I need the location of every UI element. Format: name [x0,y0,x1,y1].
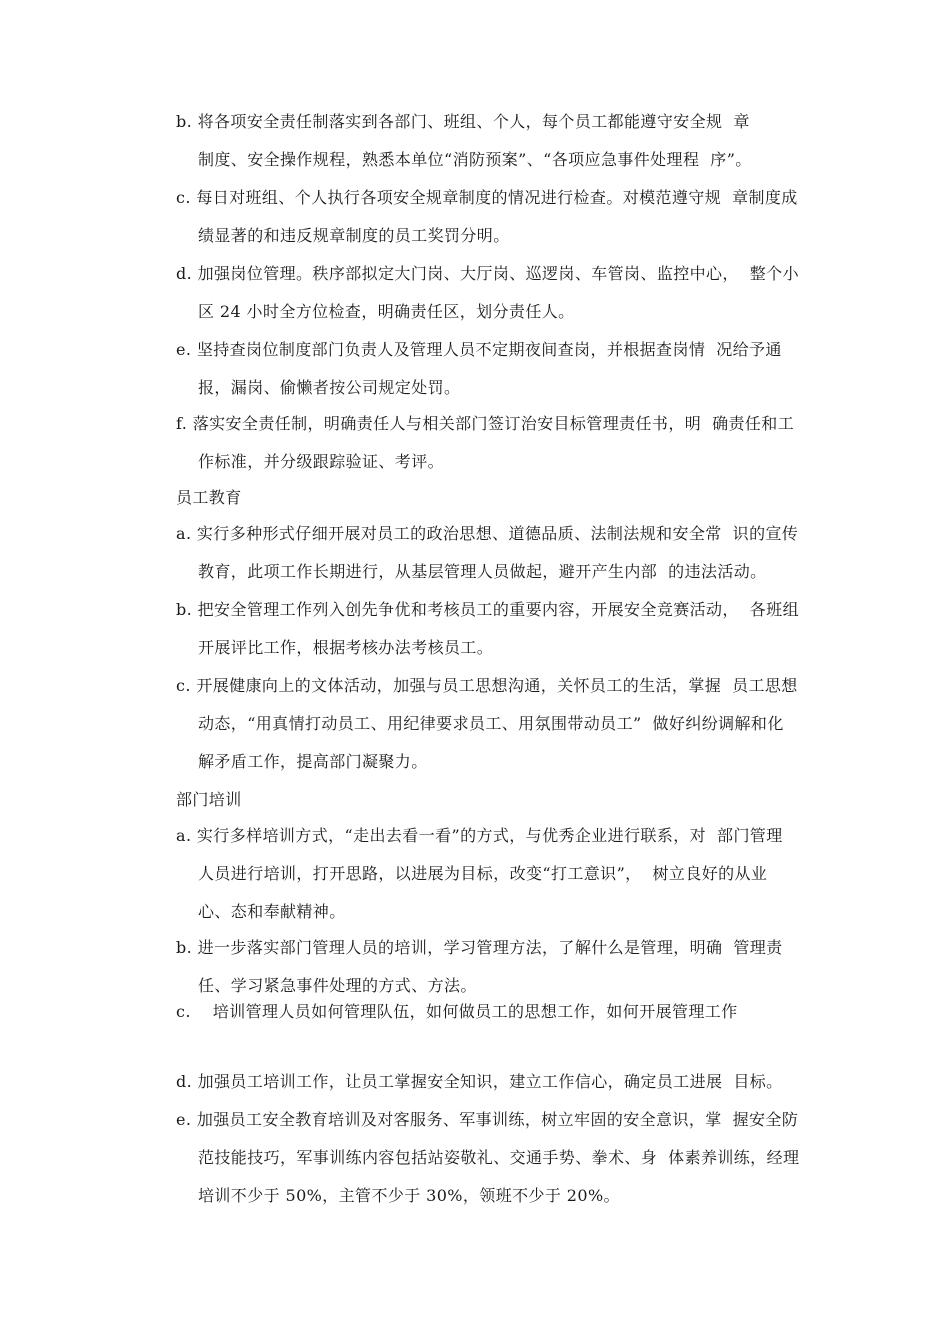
text-line: 任、学习紧急事件处理的方式、方法。 [198,976,477,995]
text-line: c. 每日对班组、个人执行各项安全规章制度的情况进行检查。对模范遵守规 章制度成 [176,188,798,207]
text-line: e. 坚持查岗位制度部门负责人及管理人员不定期夜间查岗，并根据查岗情 况给予通 [176,340,782,359]
section-heading: 部门培训 [176,790,242,809]
text-line: c. 开展健康向上的文体活动，加强与员工思想沟通，关怀员工的生活，掌握 员工思想 [176,676,798,695]
text-line: e. 加强员工安全教育培训及对客服务、军事训练，树立牢固的安全意识，掌 握安全防 [176,1110,799,1129]
text-line: d. 加强岗位管理。秩序部拟定大门岗、大厅岗、巡逻岗、车管岗、监控中心， 整个小 [176,264,799,283]
text-line: 区 24 小时全方位检查，明确责任区，划分责任人。 [198,302,575,321]
text-line: 培训不少于 50%，主管不少于 30%，领班不少于 20%。 [198,1186,620,1205]
text-line: 教育，此项工作长期进行，从基层管理人员做起，避开产生内部 的违法活动。 [198,562,767,581]
text-line: 人员进行培训，打开思路，以进展为目标，改变“打工意识”， 树立良好的从业 [198,864,768,883]
text-line: 动态，“用真情打动员工、用纪律要求员工、用氛围带动员工” 做好纠纷调解和化 [198,714,784,733]
text-line: a. 实行多样培训方式，“走出去看一看”的方式，与优秀企业进行联系，对 部门管理 [176,826,783,845]
text-line: 绩显著的和违反规章制度的员工奖罚分明。 [198,226,510,245]
text-line: b. 把安全管理工作列入创先争优和考核员工的重要内容，开展安全竞赛活动， 各班组 [176,600,799,619]
text-line: b. 进一步落实部门管理人员的培训，学习管理方法，了解什么是管理，明确 管理责 [176,938,783,957]
text-line: b. 将各项安全责任制落实到各部门、班组、个人，每个员工都能遵守安全规 章 [176,112,750,131]
text-line: 开展评比工作，根据考核办法考核员工。 [198,638,494,657]
text-line: d. 加强员工培训工作，让员工掌握安全知识，建立工作信心，确定员工进展 目标。 [176,1072,783,1091]
text-line: 制度、安全操作规程，熟悉本单位“消防预案”、“各项应急事件处理程 序”。 [198,150,752,169]
text-line: 报，漏岗、偷懒者按公司规定处罚。 [198,378,461,397]
text-line: 作标准，并分级跟踪验证、考评。 [198,452,445,471]
text-line: 心、态和奉献精神。 [198,902,346,921]
text-line: 解矛盾工作，提高部门凝聚力。 [198,752,428,771]
text-line: c. 培训管理人员如何管理队伍，如何做员工的思想工作，如何开展管理工作 [176,1002,738,1021]
text-line: f. 落实安全责任制，明确责任人与相关部门签订治安目标管理责任书，明 确责任和工 [176,414,795,433]
text-line: a. 实行多种形式仔细开展对员工的政治思想、道德品质、法制法规和安全常 识的宣传 [176,524,799,543]
text-line: 范技能技巧，军事训练内容包括站姿敬礼、交通手势、拳术、身 体素养训练，经理 [198,1148,800,1167]
section-heading: 员工教育 [176,488,242,507]
